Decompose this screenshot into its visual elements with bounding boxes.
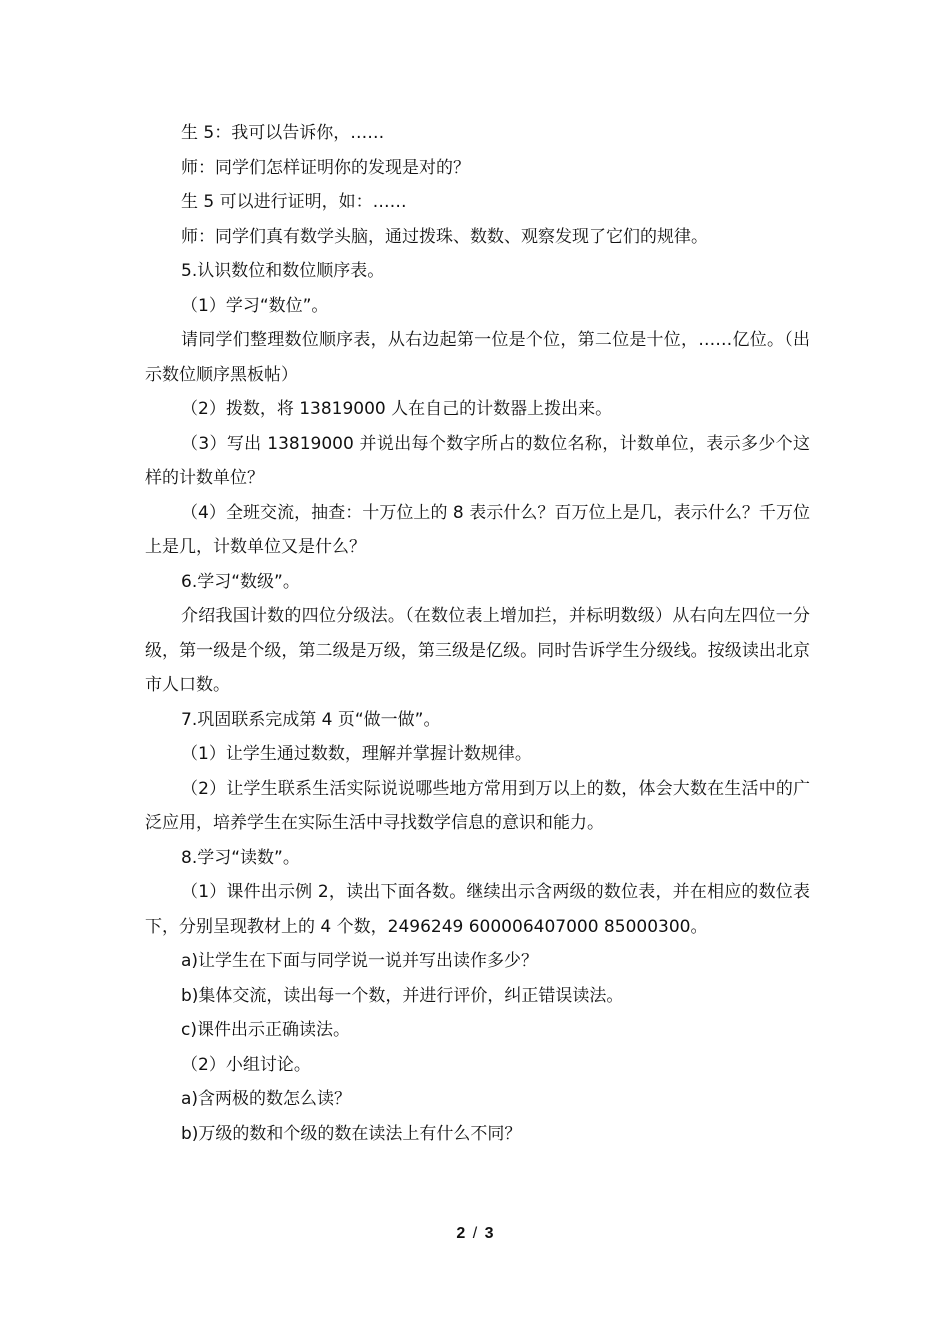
section-heading: 5.认识数位和数位顺序表。 (181, 261, 385, 281)
total-pages: 3 (484, 1225, 494, 1242)
paragraph: 介绍我国计数的四位分级法。（在数位表上增加拦，并标明数级）从右向左四位一分级，第一级是个级，第二级是万级，第三级是亿级。同时告诉学生分级线。按级读出北京市人口数。 (145, 606, 810, 695)
paragraph: （1）学习“数位”。 (181, 295, 329, 316)
page-number (0, 1225, 950, 1243)
paragraph: c)课件出示正确读法。 (181, 1020, 350, 1040)
document-body (145, 116, 810, 1151)
paragraph: 生 5：我可以告诉你，…… (181, 123, 385, 143)
section-heading: 8.学习“读数”。 (181, 847, 300, 868)
paragraph: 请同学们整理数位顺序表，从右边起第一位是个位，第二位是十位，……亿位。（出示数位顺序黑板帖） (145, 330, 810, 385)
paragraph: b)集体交流，读出每一个数，并进行评价，纠正错误读法。 (181, 985, 624, 1006)
section-heading: 7.巩固联系完成第 4 页“做一做”。 (181, 709, 441, 730)
paragraph: a)让学生在下面与同学说一说并写出读作多少？ (181, 951, 539, 971)
paragraph: 师：同学们怎样证明你的发现是对的？ (181, 157, 470, 178)
paragraph: （3）写出 13819000 并说出每个数字所占的数位名称，计数单位，表示多少个这样的计数单位？ (145, 433, 810, 488)
paragraph: （4）全班交流，抽查：十万位上的 8 表示什么？百万位上是几，表示什么？千万位上是几，计数单位又是什么？ (145, 502, 810, 557)
paragraph: （1）课件出示例 2，读出下面各数。继续出示含两级的数位表，并在相应的数位表下，分别呈现教材上的 4 个数，2496249 600006407000 85000300。 (145, 882, 810, 937)
current-page: 2 (456, 1225, 466, 1242)
paragraph: （2）小组讨论。 (181, 1054, 311, 1075)
paragraph: a)含两极的数怎么读？ (181, 1089, 352, 1109)
paragraph: b)万级的数和个级的数在读法上有什么不同？ (181, 1123, 522, 1144)
section-heading: 6.学习“数级”。 (181, 571, 300, 592)
paragraph: 师：同学们真有数学头脑，通过拨珠、数数、观察发现了它们的规律。 (181, 226, 708, 247)
paragraph: （2）让学生联系生活实际说说哪些地方常用到万以上的数，体会大数在生活中的广泛应用，培养学生在实际生活中寻找数学信息的意识和能力。 (145, 778, 810, 833)
paragraph: （2）拨数，将 13819000 人在自己的计数器上拨出来。 (181, 399, 613, 419)
page-separator: / (472, 1225, 478, 1242)
paragraph: 生 5 可以进行证明，如：…… (181, 192, 407, 212)
paragraph: （1）让学生通过数数，理解并掌握计数规律。 (181, 744, 532, 764)
